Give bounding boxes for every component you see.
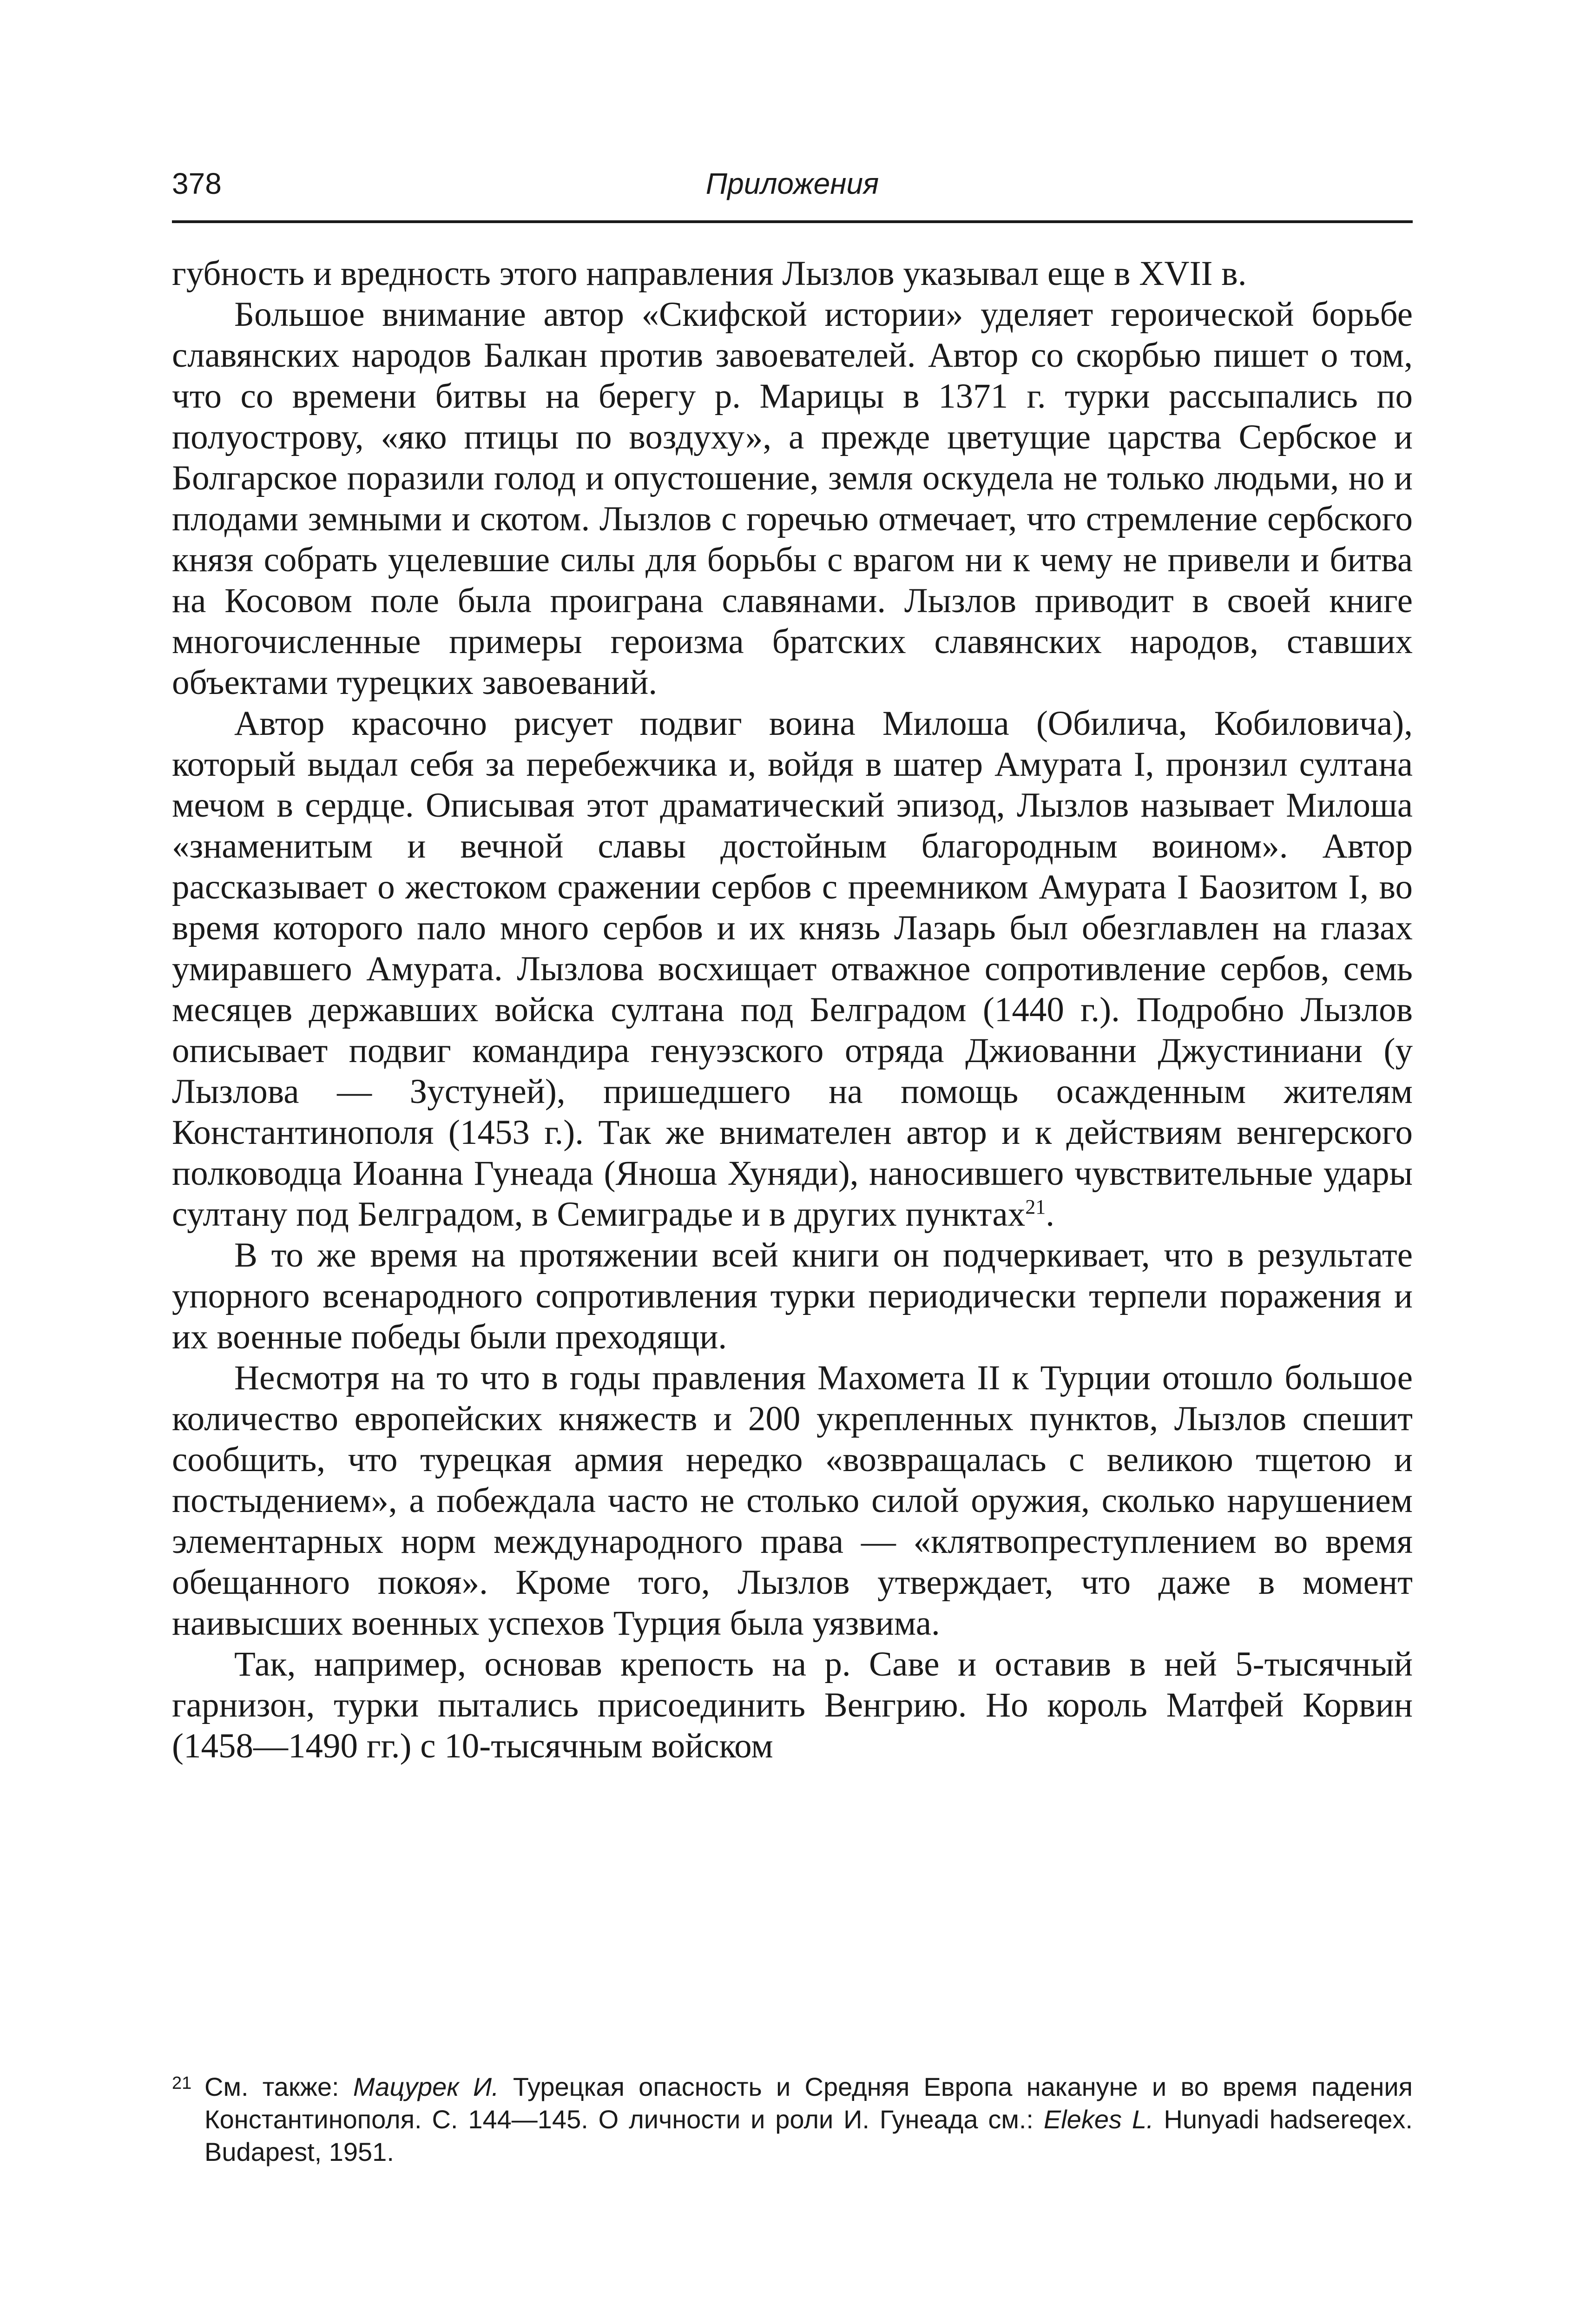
footnote-text-post: Hunyadi hadsereqex. Budapest, 1951. — [204, 2105, 1413, 2166]
header-rule — [172, 220, 1413, 223]
footnote-text-pre: См. также: — [204, 2072, 353, 2101]
footnotes — [172, 2071, 1413, 2168]
footnote-author: Elekes L. — [1043, 2105, 1154, 2134]
paragraph: Так, например, основав крепость на р. Саве и оставив в ней 5-тысячный гарнизон, турки пытались присоединить Венгрию. Но король Матфей Корвин (1458—1490 гг.) с 10-тысячным войском — [172, 1645, 1413, 1765]
paragraph-with-footnote — [172, 703, 1413, 1235]
paragraph: Большое внимание автор «Скифской истории» уделяет героической борьбе славянских народов Балкан против завоевателей. Автор со скорбью пишет о том, что со времени битвы на берегу р. Марицы в 1371 г. турки рассыпались по полуострову, «яко птицы по воздуху», а прежде цветущие царства Сербское и Болгарское поразили голод и опустошение, земля оскудела не только людьми, но и плодами земными и скотом. Лызлов с горечью отмечает, что стремление сербского князя собрать уцелевшие силы для борьбы с врагом ни к чему не привели и битва на Косовом поле была проиграна славянами. Лызлов приводит в своей книге многочисленные примеры героизма братских славянских народов, ставших объектами турецких завоеваний. — [172, 295, 1413, 702]
paragraph: Несмотря на то что в годы правления Махомета II к Турции отошло большое количество европейских княжеств и 200 укрепленных пунктов, Лызлов спешит сообщить, что турецкая армия нередко «возвращалась с великою тщетою и постыдением», а побеждала часто не столько силой оружия, сколько нарушением элементарных норм международного права — «клятвопреступлением во время обещанного покоя». Кроме того, Лызлов утверждает, что даже в момент наивысших военных успехов Турция была уязвима. — [172, 1359, 1413, 1643]
footnote-reference[interactable]: 21 — [1025, 1195, 1046, 1218]
paragraph-text: Автор красочно рисует подвиг воина Милоша (Обилича, Кобиловича), который выдал себя за перебежчика и, войдя в шатер Амурата I, пронзил султана мечом в сердце. Описывая этот драматический эпизод, Лызлов называет Милоша «знаменитым и вечной славы достойным благородным воином». Автор рассказывает о жестоком сражении сербов с преемником Амурата I Баозитом I, во время которого пало много сербов и их князь Лазарь был обезглавлен на глазах умиравшего Амурата. Лызлова восхищает отважное сопротивление сербов, семь месяцев державших войска султана под Белградом (1440 г.). Подробно Лызлов описывает подвиг командира генуэзского отряда Джиованни Джустиниани (у Лызлова — Зустуней), пришедшего на помощь осажденным жителям Константинополя (1453 г.). Так же внимателен автор и к действиям венгерского полководца Иоанна Гунеада (Яноша Хуняди), наносившего чувствительные удары султану под Белградом, в Семиградье и в других пунктах — [172, 704, 1413, 1234]
main-text — [172, 253, 1413, 1767]
paragraph-continuation: губность и вредность этого направления Лызлов указывал еще в XVII в. — [172, 254, 1247, 293]
footnote-text-mid: Турецкая опасность и Средняя Европа накануне и во время падения Константинополя. С. 144—145. О личности и роли И. Гунеада см.: — [204, 2072, 1413, 2134]
page-number: 378 — [172, 167, 222, 200]
running-head — [172, 158, 1413, 209]
section-title: Приложения — [705, 167, 879, 200]
footnote-mark: 21 — [172, 2073, 192, 2093]
footnote — [172, 2071, 1413, 2168]
paragraph: В то же время на протяжении всей книги он подчеркивает, что в результате упорного всенародного сопротивления турки периодически терпели поражения и их военные победы были преходящи. — [172, 1236, 1413, 1356]
footnote-author: Мацурек И. — [353, 2072, 499, 2101]
paragraph-tail: . — [1046, 1195, 1054, 1234]
